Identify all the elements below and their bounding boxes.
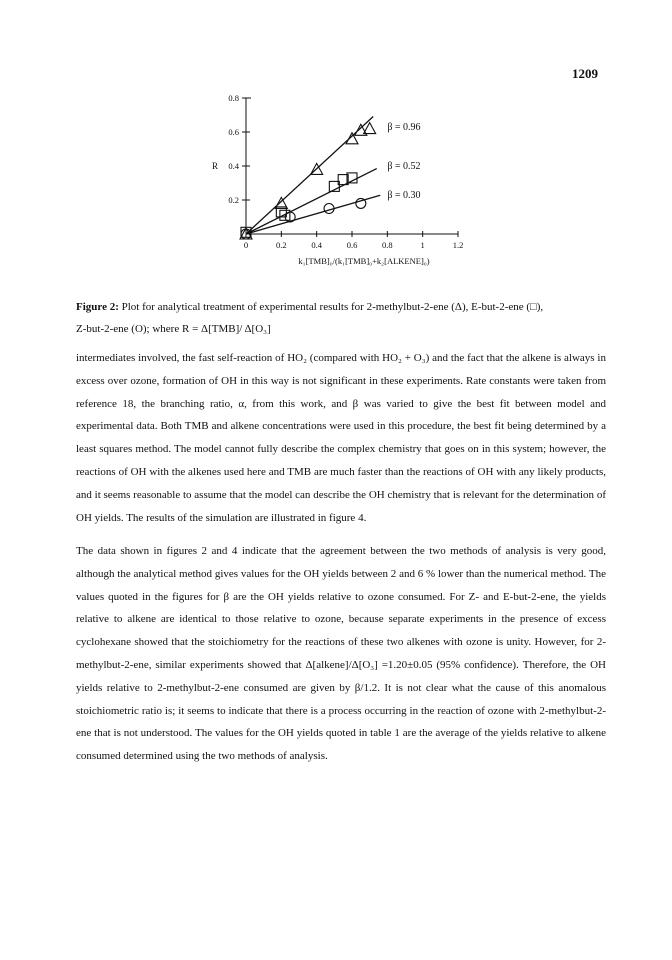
x-tick-label: 1.2: [452, 240, 464, 250]
x-tick-label: 0.6: [346, 240, 358, 250]
fit-label: β = 0.52: [387, 161, 421, 172]
body-paragraph-1: intermediates involved, the fast self-reaction of HO₂ (compared with HO₂ + O₃) and the fact that the alkene is always in excess over ozone, formation of OH in this way is not significant in these experiments. Rate constants were taken from reference 18, the branching ratio, α, from this work, and β was varied to give the best fit between model and experimental data. Both TMB and alkene concentrations were used in this procedure, the best fit being determined by a least squares method. The model cannot fully describe the complex chemistry that goes on in this system; however, the reactions of OH with the alkenes used here and TMB are much faster than the reactions of OH with any likely products, and it seems reasonable to assume that the model can describe the OH chemistry that is relevant for the determination of OH yields. The results of the simulation are illustrated in figure 4.: [76, 352, 606, 524]
x-tick-label: 0.8: [382, 240, 393, 250]
fit-label: β = 0.30: [387, 189, 421, 201]
x-tick-label: 0.2: [276, 240, 287, 250]
body-paragraph-2: The data shown in figures 2 and 4 indicate that the agreement between the two methods of analysis is very good, although the analytical method gives values for the OH yields between 2 and 6 % lower than the numerical method. The values quoted in the figures for β are the OH yields relative to ozone consumed. For Z- and E-but-2-ene, the yields relative to alkene are identical to those relative to ozone, because separate experiments in the presence of excess cyclohexane showed that the stoichiometry for the reactions of these two alkenes with ozone is unity. However, for 2-methylbut-2-ene, similar experiments showed that Δ[alkene]/Δ[O₃] =1.20±0.05 (95% confidence). Therefore, the OH yields relative to 2-methylbut-2-ene consumed are given by β/1.2. It is not clear what the cause of this anomalous stoichiometric ratio is; it seems to indicate that there is a process occurring in the reaction of ozone with 2-methylbut-2-ene that is not understood. The values for the OH yields quoted in table 1 are the average of the yields relative to alkene consumed determined using the two methods of analysis.: [76, 545, 606, 763]
x-tick-label: 0: [243, 240, 249, 250]
figure-2-chart: [192, 88, 492, 288]
figure-caption-line1: Plot for analytical treatment of experimental results for 2-methylbut-2-ene (Δ), E-but-2-ene (□),: [118, 301, 544, 313]
figure-caption-line2: Z-but-2-ene (O); where R = Δ[TMB]/ Δ[O₃]: [76, 323, 271, 335]
y-axis-label: R: [212, 161, 219, 171]
x-tick-label: 0.4: [311, 240, 322, 250]
x-axis-label: k₁[TMB]₀/(k₁[TMB]₀+k₂[ALKENE]₀): [298, 256, 430, 266]
y-tick-label: 0.6: [228, 127, 239, 137]
circle-marker: [356, 198, 366, 208]
fit-line: [246, 116, 373, 234]
figure-caption-label: Figure 2:: [76, 301, 119, 313]
y-tick-label: 0.4: [228, 161, 239, 171]
triangle-marker: [346, 133, 358, 144]
page-number: 1209: [572, 66, 598, 81]
figure-caption: [76, 296, 606, 340]
x-tick-label: 1: [420, 240, 425, 250]
y-tick-label: 0.2: [228, 195, 239, 205]
y-tick-label: 0.8: [228, 93, 239, 103]
fit-label: β = 0.96: [387, 121, 421, 133]
